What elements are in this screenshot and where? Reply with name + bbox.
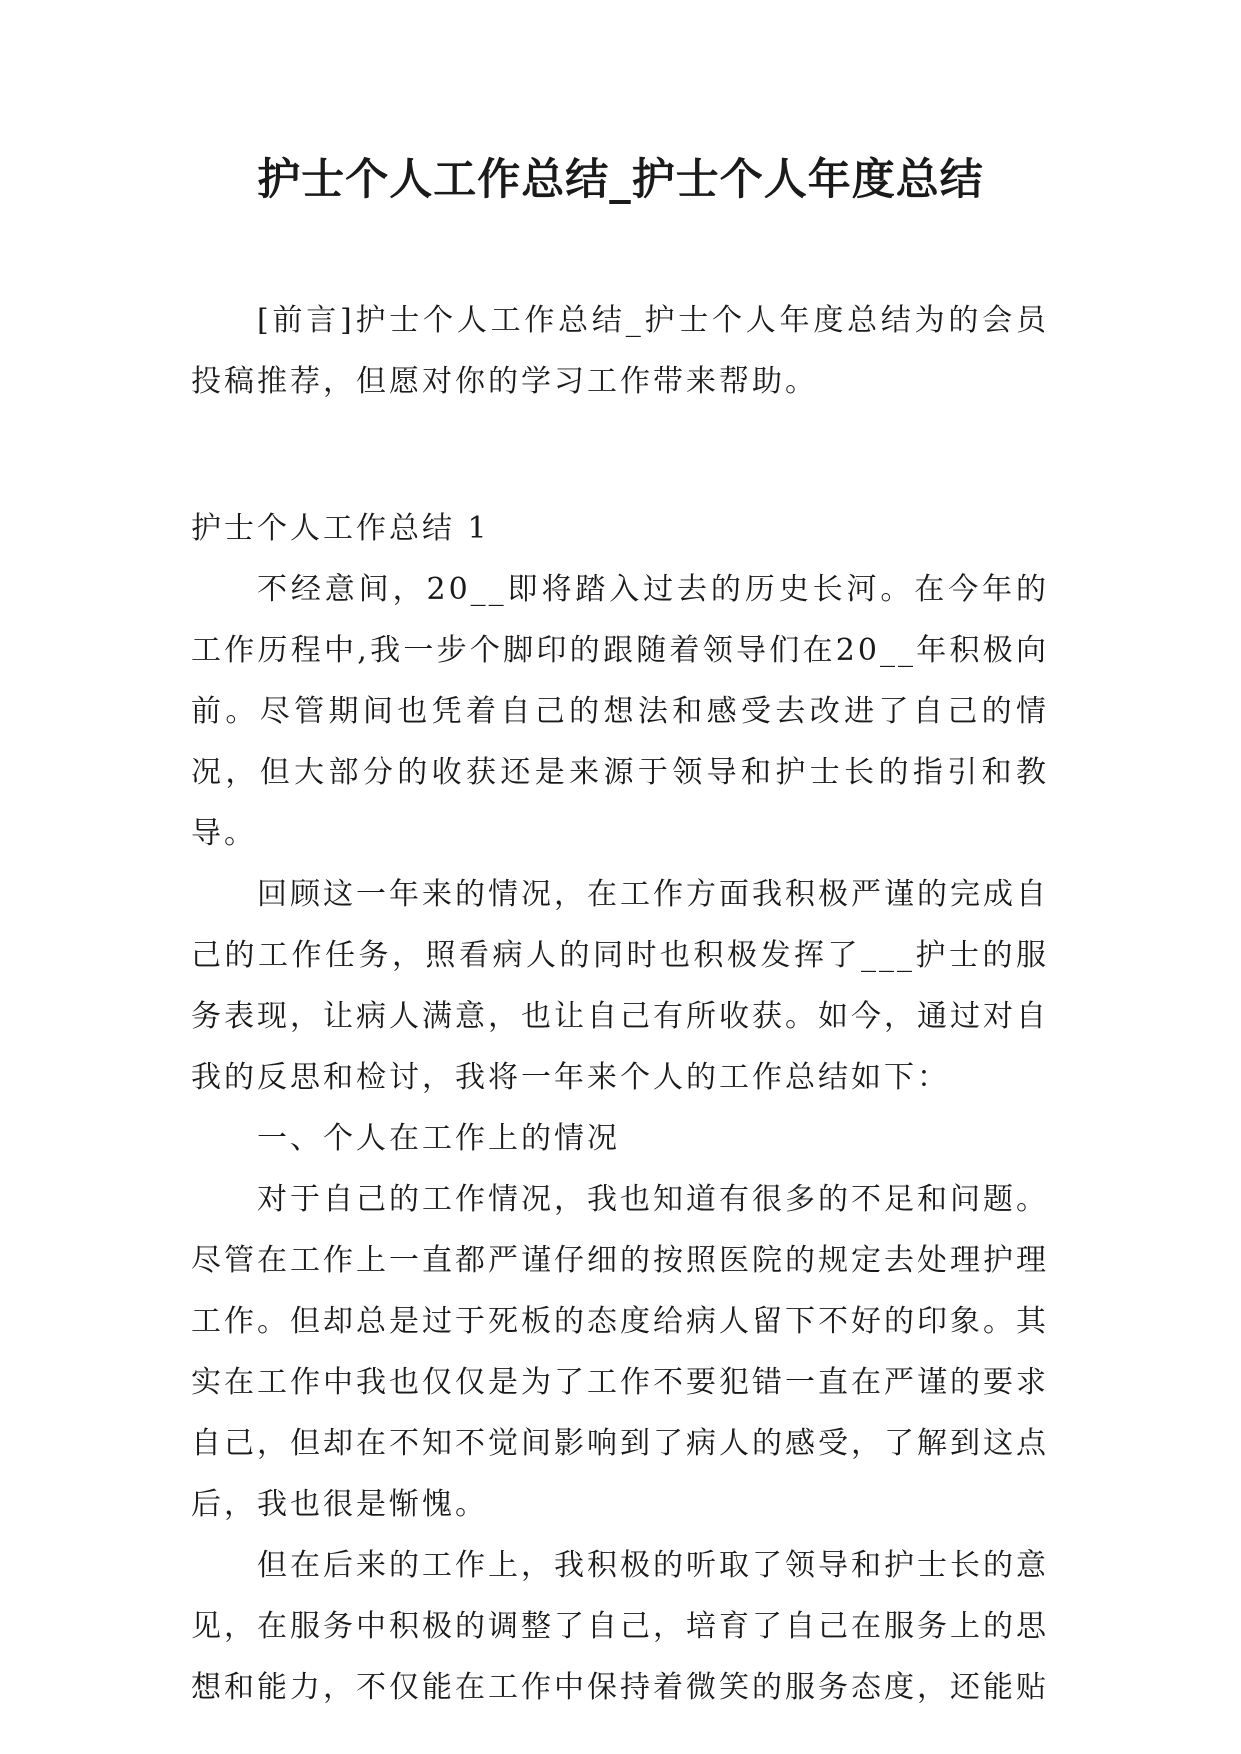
paragraph-spacer bbox=[191, 412, 1049, 498]
body-paragraph: 对于自己的工作情况，我也知道有很多的不足和问题。尽管在工作上一直都严谨仔细的按照医院的规定去处理护理工作。但却总是过于死板的态度给病人留下不好的印象。其实在工作中我也仅仅是为了工作不要犯错一直在严谨的要求自己，但却在不知不觉间影响到了病人的感受，了解到这点后，我也很是惭愧。 bbox=[191, 1182, 1049, 1522]
document-body bbox=[191, 290, 1049, 1718]
preface-paragraph: [前言]护士个人工作总结_护士个人年度总结为的会员投稿推荐，但愿对你的学习工作带来帮助。 bbox=[191, 303, 1049, 399]
section-heading: 护士个人工作总结 1 bbox=[191, 511, 490, 546]
body-paragraph: 不经意间，20__即将踏入过去的历史长河。在今年的工作历程中,我一步个脚印的跟随着领导们在20__年积极向前。尽管期间也凭着自己的想法和感受去改进了自己的情况，但大部分的收获还是来源于领导和护士长的指引和教导。 bbox=[191, 572, 1049, 851]
body-paragraph: 但在后来的工作上，我积极的听取了领导和护士长的意见，在服务中积极的调整了自己，培育了自己在服务上的思想和能力，不仅能在工作中保持着微笑的服务态度，还能贴 bbox=[191, 1548, 1049, 1705]
document-title: 护士个人工作总结_护士个人年度总结 bbox=[257, 155, 984, 205]
subsection-heading: 一、个人在工作上的情况 bbox=[257, 1121, 620, 1156]
body-paragraph: 回顾这一年来的情况，在工作方面我积极严谨的完成自己的工作任务，照看病人的同时也积极发挥了___护士的服务表现，让病人满意，也让自己有所收获。如今，通过对自我的反思和检讨，我将一年来个人的工作总结如下： bbox=[191, 877, 1049, 1095]
